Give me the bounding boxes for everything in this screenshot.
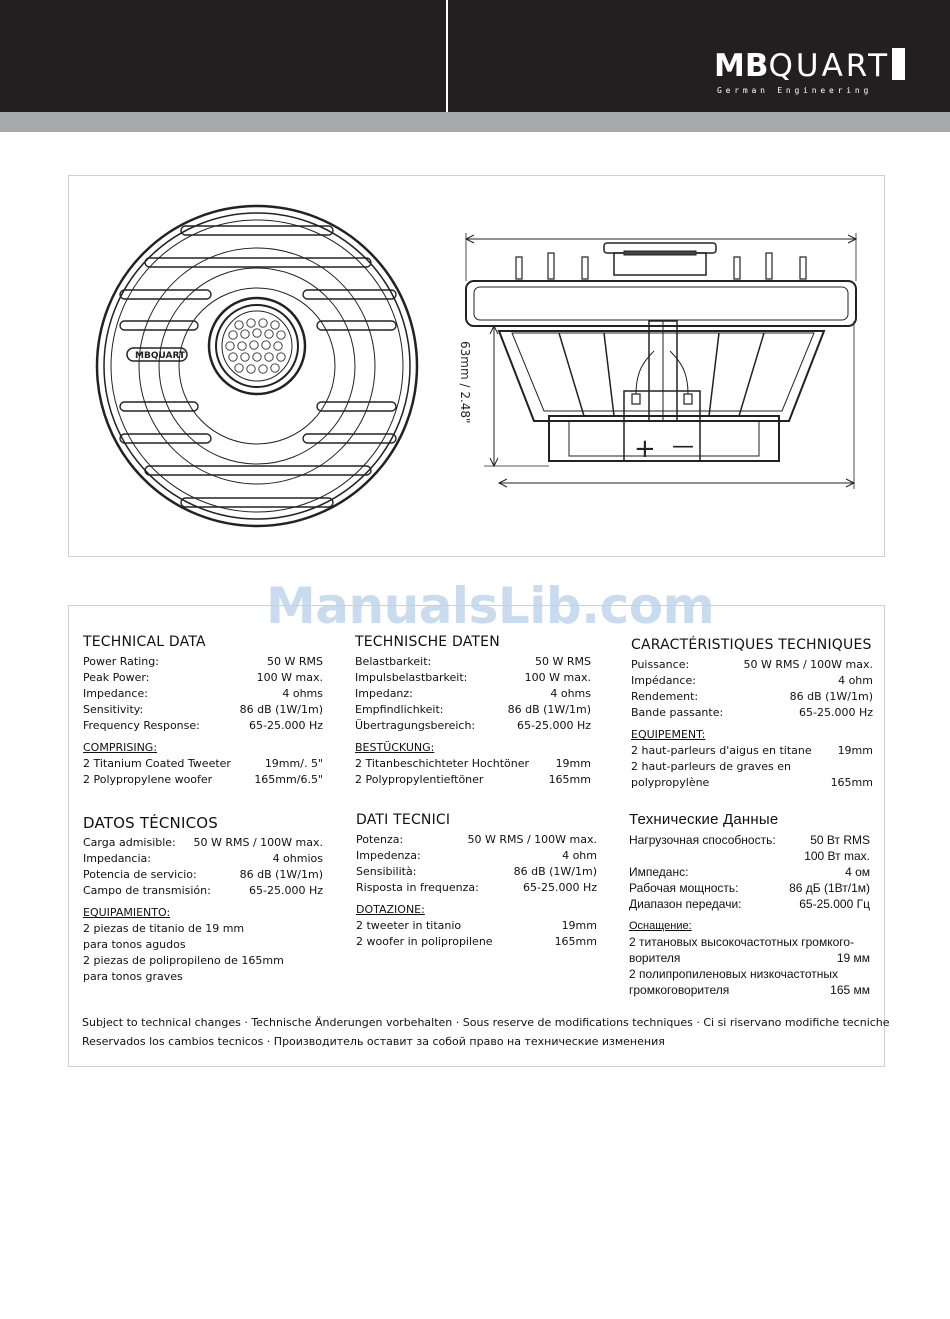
spec-label: Potenza: xyxy=(356,833,404,846)
spec-value: 50 W RMS xyxy=(267,655,323,668)
component-label: 2 haut-parleurs d'aigus en titane xyxy=(631,744,812,757)
spec-value: 4 ohms xyxy=(550,687,591,700)
section-title: DATOS TÉCNICOS xyxy=(83,814,219,832)
spec-label: Empfindlichkeit: xyxy=(355,703,444,716)
spec-label: Impedance: xyxy=(83,687,148,700)
spec-label: Übertragungsbereich: xyxy=(355,719,476,732)
spec-row xyxy=(631,673,873,689)
spec-row xyxy=(629,864,870,880)
component-row xyxy=(629,934,870,950)
logo-tagline: German Engineering xyxy=(717,86,873,95)
component-value: 19mm/. 5" xyxy=(264,757,323,770)
component-label: polypropylène xyxy=(631,776,710,789)
section-title: Технические Данные xyxy=(629,811,779,828)
components-heading: EQUIPEMENT: xyxy=(631,728,706,741)
spec-value: 86 dB (1W/1m) xyxy=(507,703,591,716)
component-row xyxy=(83,937,323,953)
spec-value: 100 W max. xyxy=(524,671,591,684)
component-label: 2 piezas de polipropileno de 165mm xyxy=(83,954,284,967)
spec-label: Peak Power: xyxy=(83,671,150,684)
component-label: 2 Titanium Coated Tweeter xyxy=(83,757,231,770)
page-header xyxy=(0,0,950,112)
spec-value: 100 W max. xyxy=(256,671,323,684)
component-value: 19mm xyxy=(561,919,597,932)
spec-value: 4 ohms xyxy=(282,687,323,700)
component-row xyxy=(83,953,323,969)
spec-row xyxy=(83,654,323,670)
spec-label: Potencia de servicio: xyxy=(83,868,197,881)
spec-row xyxy=(631,657,873,673)
component-row xyxy=(83,921,323,937)
spec-label: Frequency Response: xyxy=(83,719,200,732)
component-value: 19mm xyxy=(837,744,873,757)
spec-value: 86 dB (1W/1m) xyxy=(239,703,323,716)
spec-row xyxy=(356,880,597,896)
spec-label: Нагрузочная способность: xyxy=(629,833,776,847)
spec-value: 4 ohmios xyxy=(272,852,323,865)
spec-value: 86 dB (1W/1m) xyxy=(239,868,323,881)
spec-row xyxy=(631,705,873,721)
spec-row xyxy=(629,896,870,912)
section-ru xyxy=(629,810,870,998)
component-row xyxy=(83,772,323,788)
component-label: 2 piezas de titanio de 19 mm xyxy=(83,922,245,935)
spec-label: Impedanz: xyxy=(355,687,413,700)
spec-row xyxy=(83,670,323,686)
section-fr xyxy=(631,635,873,791)
component-value: 165mm xyxy=(830,776,873,789)
component-label: 2 tweeter in titanio xyxy=(356,919,462,932)
depth-dimension-label: 63mm / 2.48" xyxy=(458,341,472,424)
components-heading: DOTAZIONE: xyxy=(356,903,425,916)
component-label: 2 титановых высокочастотных громкого- xyxy=(629,935,855,949)
section-en xyxy=(83,632,323,788)
component-label: 2 Titanbeschichteter Hochtöner xyxy=(355,757,530,770)
spec-value: 65-25.000 Hz xyxy=(249,884,323,897)
spec-value: 86 dB (1W/1m) xyxy=(513,865,597,878)
header-grey-bar xyxy=(0,112,950,132)
watermark: ManualsLib.com xyxy=(266,577,715,635)
polarity-plus: + xyxy=(634,434,656,464)
component-row xyxy=(629,950,870,966)
spec-row xyxy=(355,702,591,718)
spec-row xyxy=(83,883,323,899)
spec-value: 100 Вт max. xyxy=(804,849,870,863)
components-heading: Оснащение: xyxy=(629,920,692,932)
component-label: 2 полипропиленовых низкочастотных xyxy=(629,967,839,981)
component-row xyxy=(631,775,873,791)
spec-row xyxy=(83,718,323,734)
spec-value: 4 ом xyxy=(845,865,870,879)
spec-label: Диапазон передачи: xyxy=(629,897,742,911)
component-row xyxy=(629,982,870,998)
section-de xyxy=(355,632,591,788)
component-label: 2 Polypropylene woofer xyxy=(83,773,213,786)
spec-row xyxy=(629,832,870,848)
section-title: TECHNISCHE DATEN xyxy=(355,634,500,650)
component-row xyxy=(83,756,323,772)
logo-quart-text: QUART xyxy=(768,48,891,84)
spec-label: Belastbarkeit: xyxy=(355,655,432,668)
spec-value: 50 W RMS xyxy=(535,655,591,668)
spec-value: 65-25.000 Hz xyxy=(249,719,323,732)
spec-row xyxy=(83,835,323,851)
component-label: 2 woofer in polipropilene xyxy=(356,935,493,948)
component-row xyxy=(356,918,597,934)
spec-value: 86 дБ (1Вт/1м) xyxy=(789,881,870,895)
component-value: 19 мм xyxy=(836,951,870,965)
component-row xyxy=(355,756,591,772)
spec-label: Carga admisible: xyxy=(83,836,176,849)
drawing-panel xyxy=(68,175,885,557)
spec-value: 50 W RMS / 100W max. xyxy=(743,658,873,671)
component-label: громкоговорителя xyxy=(629,983,730,997)
spec-value: 65-25.000 Hz xyxy=(799,706,873,719)
spec-label: Импеданс: xyxy=(629,865,689,879)
logo-mb-text: MB xyxy=(714,48,769,84)
spec-row xyxy=(83,686,323,702)
disclaimer-line-2: Reservados los cambios tecnicos · Производитель оставит за собой право на технические изменения xyxy=(82,1035,665,1048)
speaker-side-view xyxy=(444,221,884,551)
component-row xyxy=(629,966,870,982)
grille-logo-text: MBQUART xyxy=(135,351,186,361)
spec-row xyxy=(355,718,591,734)
component-row xyxy=(356,934,597,950)
spec-value: 4 ohm xyxy=(838,674,873,687)
component-row xyxy=(631,743,873,759)
spec-row xyxy=(629,880,870,896)
component-value: 165mm/6.5" xyxy=(254,773,323,786)
spec-row xyxy=(356,848,597,864)
spec-row xyxy=(83,867,323,883)
spec-value: 50 Вт RMS xyxy=(810,833,870,847)
component-value: 165mm xyxy=(548,773,591,786)
spec-row xyxy=(83,851,323,867)
components-heading: COMPRISING: xyxy=(83,741,158,754)
spec-row xyxy=(355,670,591,686)
header-divider xyxy=(446,0,448,112)
spec-value: 50 W RMS / 100W max. xyxy=(193,836,323,849)
section-title: CARACTÉRISTIQUES TECHNIQUES xyxy=(631,637,872,653)
spec-label: Puissance: xyxy=(631,658,690,671)
spec-row xyxy=(631,689,873,705)
spec-label: Sensibilità: xyxy=(356,865,417,878)
spec-label: Power Rating: xyxy=(83,655,159,668)
logo-block-mark xyxy=(892,48,905,80)
component-row xyxy=(631,759,873,775)
components-heading: EQUIPAMIENTO: xyxy=(83,906,171,919)
disclaimer-line-1: Subject to technical changes · Technische Änderungen vorbehalten · Sous reserve de modifications techniques · Ci si riservano modifiche tecniche xyxy=(82,1016,890,1029)
spec-row xyxy=(356,864,597,880)
spec-row xyxy=(355,686,591,702)
section-es xyxy=(83,813,323,985)
component-label: 2 haut-parleurs de graves en xyxy=(631,760,791,773)
spec-value: 65-25.000 Гц xyxy=(799,897,870,911)
spec-label: Sensitivity: xyxy=(83,703,144,716)
section-title: TECHNICAL DATA xyxy=(83,634,206,650)
component-value: 165mm xyxy=(554,935,597,948)
spec-label: Impedenza: xyxy=(356,849,421,862)
spec-label: Bande passante: xyxy=(631,706,724,719)
components-heading: BESTÜCKUNG: xyxy=(355,741,435,754)
spec-label: Impulsbelastbarkeit: xyxy=(355,671,468,684)
spec-label: Impédance: xyxy=(631,674,696,687)
section-title: DATI TECNICI xyxy=(356,812,451,828)
spec-label: Рабочая мощность: xyxy=(629,881,739,895)
component-label: ворителя xyxy=(629,951,681,965)
spec-value: 86 dB (1W/1m) xyxy=(789,690,873,703)
spec-label: Campo de transmisión: xyxy=(83,884,211,897)
component-row xyxy=(83,969,323,985)
spec-row xyxy=(629,848,870,864)
spec-value: 65-25.000 Hz xyxy=(523,881,597,894)
section-it xyxy=(356,810,597,950)
spec-value: 50 W RMS / 100W max. xyxy=(467,833,597,846)
polarity-minus: — xyxy=(672,434,694,459)
spec-row xyxy=(356,832,597,848)
spec-label: Rendement: xyxy=(631,690,699,703)
spec-value: 4 ohm xyxy=(562,849,597,862)
speaker-front-view xyxy=(85,180,445,550)
component-value: 19mm xyxy=(555,757,591,770)
spec-label: Risposta in frequenza: xyxy=(356,881,479,894)
spec-row xyxy=(83,702,323,718)
component-label: 2 Polypropylentieftöner xyxy=(355,773,484,786)
spec-row xyxy=(355,654,591,670)
component-value: 165 мм xyxy=(830,983,870,997)
component-label: para tonos agudos xyxy=(83,938,186,951)
component-label: para tonos graves xyxy=(83,970,183,983)
spec-value: 65-25.000 Hz xyxy=(517,719,591,732)
component-row xyxy=(355,772,591,788)
brand-logo xyxy=(714,48,905,84)
spec-label: Impedancia: xyxy=(83,852,151,865)
